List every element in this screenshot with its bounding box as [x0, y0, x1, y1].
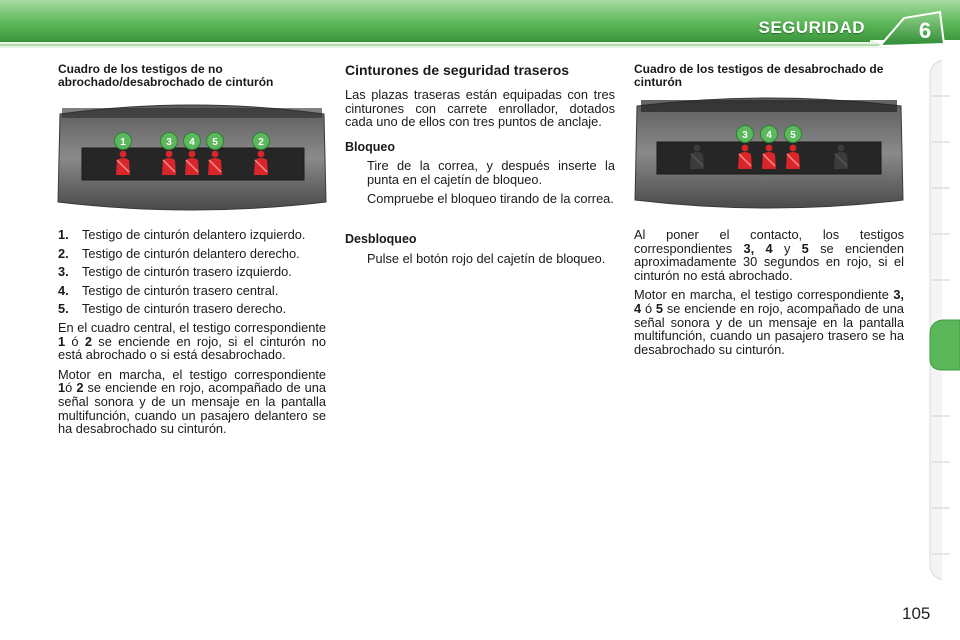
item-number: 1. [58, 227, 69, 242]
text: se encienden aproximadamente 30 segundos en rojo, si el cinturón no está abrochado. [634, 240, 905, 283]
list-item [58, 302, 326, 316]
text-bold: 2 [84, 333, 92, 349]
indicator-number-badge [737, 126, 754, 143]
item-text: Testigo de cinturón trasero izquierdo. [82, 264, 292, 280]
right-warning-panel [633, 96, 905, 212]
text: se enciende en rojo, acompañado de una señal sonora y de un mensaje en la pantalla multifunción, cuando un pasajero delantero se ha desabrochado su cinturón. [58, 380, 326, 437]
chapter-number: 6 [918, 18, 932, 43]
item-text: Testigo de cinturón trasero derecho. [82, 301, 287, 317]
item-number: 2. [58, 245, 69, 261]
left-heading: Cuadro de los testigos de no abrochado/desabrochado de cinturón [58, 62, 274, 89]
list-item [345, 252, 615, 266]
indicator-number-badge [785, 126, 802, 143]
step-text: Tire de la correa, y después inserte la punta en el cajetín de bloqueo. [367, 158, 615, 187]
list-item [345, 159, 615, 186]
bloqueo-steps [345, 159, 615, 205]
left-column [58, 63, 326, 88]
middle-heading: Cinturones de seguridad traseros [345, 62, 570, 78]
text-bold: 5 [655, 300, 664, 316]
badge-label: 1 [120, 136, 126, 148]
text-bold: 2 [76, 380, 84, 396]
pointer-icon [345, 159, 367, 186]
left-warning-panel [56, 102, 328, 214]
text-bold: 4 [634, 300, 642, 316]
badge-label: 4 [766, 129, 772, 141]
text-bold: 4 [765, 240, 773, 256]
indicator-number-badge [207, 133, 224, 150]
bloqueo-title: Bloqueo [345, 139, 395, 154]
text: Al poner el contacto, los testigos correspondientes [634, 227, 904, 256]
text: se enciende en rojo, acompañado de una señal sonora y de un mensaje en la pantalla multifunción, cuando un pasajero trasero se ha desabrochado su cinturón. [634, 300, 904, 357]
list-item [58, 247, 326, 261]
badge-label: 5 [212, 136, 218, 148]
item-number: 4. [58, 282, 69, 298]
list-item [58, 284, 326, 298]
pointer-icon [345, 252, 367, 266]
item-number: 3. [58, 264, 69, 280]
badge-label: 3 [742, 129, 748, 141]
badge-label: 5 [790, 129, 796, 141]
page-number: 105 [902, 604, 931, 623]
intro-paragraph: Las plazas traseras están equipadas con tres cinturones con carrete enrollador, dotados cada uno de ellos con tres puntos de anclaje. [345, 87, 615, 130]
right-paragraph-1 [634, 228, 904, 282]
right-column [634, 63, 904, 88]
text: En el cuadro central, el testigo correspondiente [58, 319, 326, 335]
section-title: SEGURIDAD [758, 18, 865, 37]
badge-label: 2 [258, 136, 264, 148]
text: ó [65, 333, 85, 349]
pointer-icon [345, 192, 367, 206]
text: ó [641, 300, 656, 316]
text: y [772, 240, 802, 256]
text-bold: 3, [743, 240, 755, 256]
item-number: 5. [58, 301, 69, 317]
desbloqueo-steps [345, 252, 615, 266]
indicator-number-badge [184, 133, 201, 150]
left-body [58, 228, 326, 442]
list-item [58, 265, 326, 279]
warning-light-list [58, 228, 326, 316]
item-text: Testigo de cinturón trasero central. [82, 282, 279, 298]
badge-label: 3 [166, 136, 172, 148]
list-item [58, 228, 326, 242]
indicator-number-badge [761, 126, 778, 143]
item-text: Testigo de cinturón delantero derecho. [82, 245, 300, 261]
right-heading: Cuadro de los testigos de desabrochado de cinturón [634, 62, 884, 89]
middle-column [345, 62, 615, 271]
text-bold: 3, [893, 287, 904, 303]
list-item [345, 192, 615, 206]
step-text: Pulse el botón rojo del cajetín de bloqueo. [367, 250, 606, 266]
text: ó [65, 380, 77, 396]
text: se enciende en rojo, si el cinturón no está abrochado o si está desabrochado. [58, 333, 326, 363]
right-body [634, 228, 904, 362]
text: Motor en marcha, el testigo correspondiente [58, 366, 326, 382]
item-text: Testigo de cinturón delantero izquierdo. [82, 227, 306, 242]
right-paragraph-2 [634, 288, 904, 356]
desbloqueo-title: Desbloqueo [345, 232, 417, 247]
left-paragraph-1 [58, 321, 326, 362]
text: Motor en marcha, el testigo correspondiente [634, 287, 894, 303]
indicator-number-badge [115, 133, 132, 150]
text-bold: 1 [58, 380, 66, 396]
indicator-number-badge [253, 133, 270, 150]
indicator-number-badge [161, 133, 178, 150]
step-text: Compruebe el bloqueo tirando de la correa. [367, 190, 614, 206]
text-bold: 1 [58, 333, 66, 349]
left-paragraph-2 [58, 368, 326, 436]
text-bold: 5 [801, 240, 809, 256]
badge-label: 4 [189, 136, 195, 148]
chapter-tabs [928, 60, 960, 580]
